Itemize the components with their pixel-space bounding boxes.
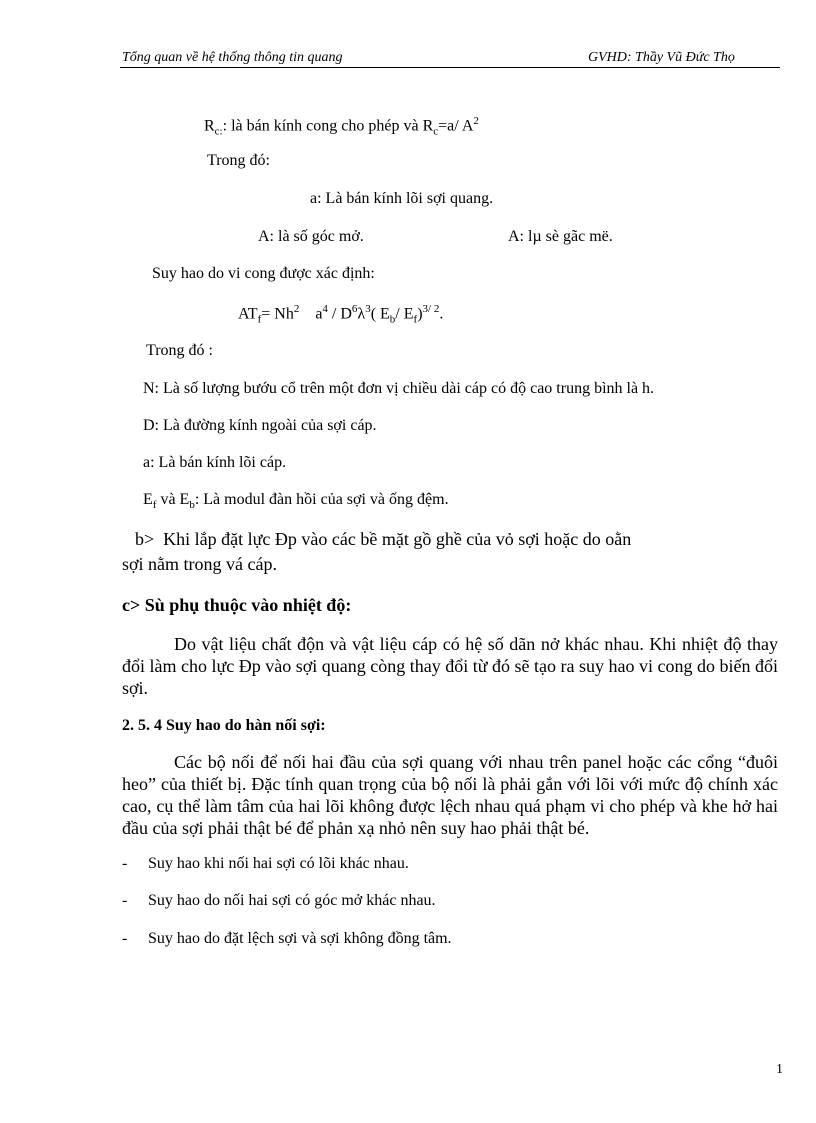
header-right: GVHD: Thầy Vũ Đức Thọ [588, 50, 735, 65]
section-2-5-4-heading: 2. 5. 4 Suy hao do hàn nối sợi: [122, 717, 326, 734]
bullet-item: - Suy hao do đặt lệch sợi và sợi không đồng tâm. [122, 930, 452, 947]
e-definition: $E_f$ và $E_b$: Là modul đàn hồi của sợi và ống đệm. [143, 491, 449, 512]
d-definition: D: Là đường kính ngoài của sợi cáp. [143, 417, 377, 434]
a-definition: a: Là bán kính lõi sợi quang. [310, 190, 494, 207]
c-paragraph: Do vật liệu chất độn và vật liệu cáp có hệ số dãn nở khác nhau. Khi nhiệt độ thay đổi làm cho lực Đp vào sợi quang còng thay đổi từ đó sẽ tạo ra suy hao vi cong do biến đổi sợi. [122, 634, 778, 698]
microbend-intro: Suy hao do vi cong được xác định: [152, 265, 375, 282]
a-core-definition: a: Là bán kính lõi cáp. [143, 454, 287, 471]
b-label: b> [135, 529, 155, 549]
page-number: 1 [776, 1062, 783, 1077]
c-heading: c> Sù phụ thuộc vào nhiệt độ: [122, 595, 352, 615]
bullet-dash: - [122, 892, 128, 909]
trong-do-label: Trong đó: [207, 152, 270, 169]
b-paragraph-line2: sợi nằm trong vá cáp. [122, 554, 277, 574]
trong-do-label-2: Trong đó : [146, 342, 213, 359]
rc-definition: $R_{c:}$: là bán kính cong cho phép và $R_c=a/$ $A^2$ [204, 115, 479, 138]
microbend-formula: $AT_f= Nh^2$ $a^4 / D^6\lambda^3$( $E_b/$ $E_f)^{3/ 2}$. [238, 303, 444, 326]
header-left: Tổng quan về hệ thống thông tin quang [122, 50, 343, 65]
n-definition: N: Là số lượng bướu cổ trên một đơn vị chiều dài cáp có độ cao trung bình là h. [143, 380, 655, 397]
A-symbol-definition: A: lµ sè gãc më. [508, 228, 613, 245]
bullet-dash: - [122, 930, 128, 947]
b-paragraph-line1: b> Khi lắp đặt lực Đp vào các bề mặt gồ ghề của vỏ sợi hoặc do oằn [135, 529, 632, 549]
header-rule [120, 67, 780, 68]
bullet-item: - Suy hao khi nối hai sợi có lõi khác nhau. [122, 855, 409, 872]
A-definition: A: là số góc mở. [258, 228, 364, 245]
bullet-dash: - [122, 855, 128, 872]
bullet-item: - Suy hao do nối hai sợi có góc mở khác nhau. [122, 892, 436, 909]
section-2-5-4-paragraph: Các bộ nối để nối hai đầu của sợi quang với nhau trên panel hoặc các cổng “đuôi heo” của thiết bị. Đặc tính quan trọng của bộ nối là phải gắn với lõi với mức độ chính xác cao, cụ thể làm tâm của hai lõi không được lệch nhau quá phạm vi cho phép và khe hở hai đầu của sợi phải thật bé để phản xạ nhỏ nên suy hao phải thật bé. [122, 752, 778, 838]
